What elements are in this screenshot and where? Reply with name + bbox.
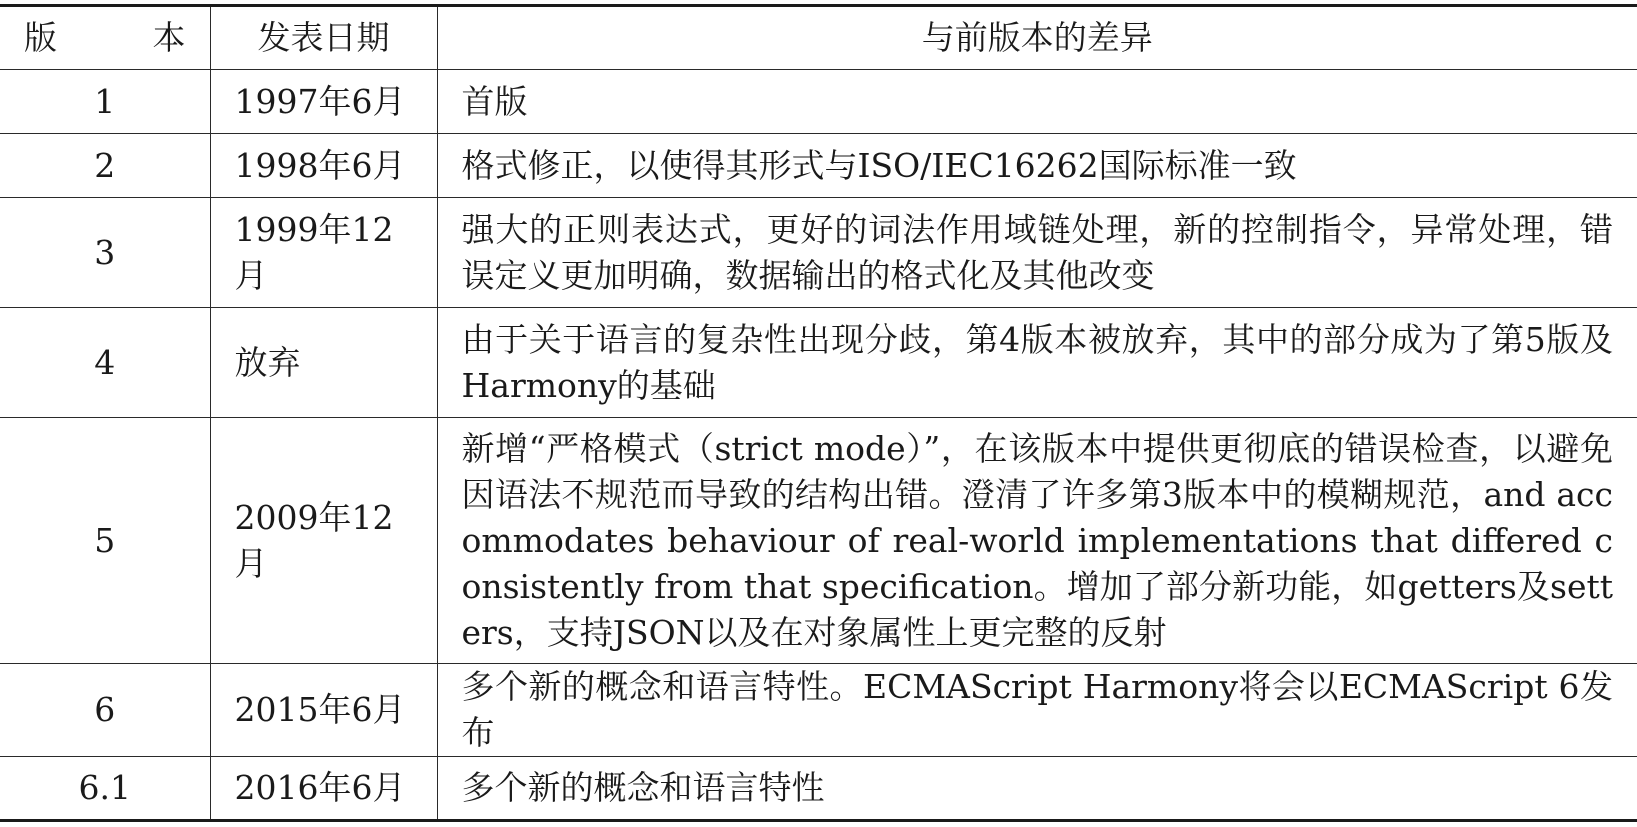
cell-differences: 由于关于语言的复杂性出现分歧，第4版本被放弃，其中的部分成为了第5版及Harmony的基础 — [437, 308, 1637, 418]
cell-date: 1998年6月 — [210, 134, 437, 198]
cell-version: 6.1 — [0, 757, 210, 821]
cell-version: 1 — [0, 70, 210, 134]
table-row — [0, 418, 1637, 664]
cell-version: 5 — [0, 418, 210, 664]
cell-differences: 强大的正则表达式，更好的词法作用域链处理，新的控制指令，异常处理，错误定义更加明确，数据输出的格式化及其他改变 — [437, 198, 1637, 308]
table-header-row — [0, 6, 1637, 70]
cell-differences: 多个新的概念和语言特性。ECMAScript Harmony将会以ECMAScript 6发布 — [437, 664, 1637, 757]
cell-version: 2 — [0, 134, 210, 198]
cell-differences: 首版 — [437, 70, 1637, 134]
header-release-date: 发表日期 — [210, 6, 437, 70]
cell-differences: 格式修正，以使得其形式与ISO/IEC16262国际标准一致 — [437, 134, 1637, 198]
cell-date: 1997年6月 — [210, 70, 437, 134]
table-row — [0, 198, 1637, 308]
header-version: 版 本 — [0, 6, 210, 70]
cell-date: 2016年6月 — [210, 757, 437, 821]
cell-differences: 新增“严格模式（strict mode）”，在该版本中提供更彻底的错误检查，以避免因语法不规范而导致的结构出错。澄清了许多第3版本中的模糊规范，and accommodates behaviour of real-world implementations that differed consistently from that specification。增加了部分新功能，如getters及setters，支持JSON以及在对象属性上更完整的反射 — [437, 418, 1637, 664]
cell-date: 2015年6月 — [210, 664, 437, 757]
table-row — [0, 664, 1637, 757]
cell-date: 放弃 — [210, 308, 437, 418]
header-differences: 与前版本的差异 — [437, 6, 1637, 70]
cell-version: 6 — [0, 664, 210, 757]
cell-date: 2009年12月 — [210, 418, 437, 664]
cell-differences: 多个新的概念和语言特性 — [437, 757, 1637, 821]
table-row — [0, 308, 1637, 418]
cell-version: 3 — [0, 198, 210, 308]
table-row — [0, 70, 1637, 134]
table-row — [0, 134, 1637, 198]
table-row — [0, 757, 1637, 821]
version-history-table — [0, 4, 1637, 822]
cell-version: 4 — [0, 308, 210, 418]
cell-date: 1999年12月 — [210, 198, 437, 308]
